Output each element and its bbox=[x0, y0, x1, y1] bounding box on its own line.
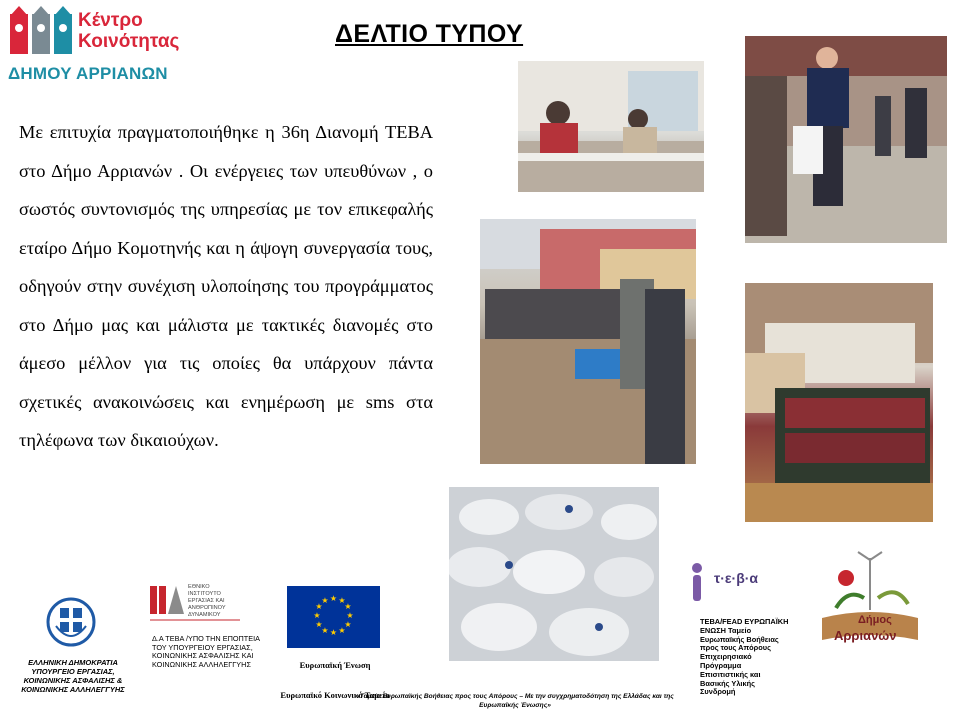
svg-text:★: ★ bbox=[344, 602, 352, 611]
eu-union-caption: Ευρωπαϊκή Ένωση bbox=[299, 660, 371, 670]
teva-logo-text: τ·ε·β·α bbox=[714, 570, 759, 586]
body-paragraph: Με επιτυχία πραγματοποιήθηκε η 36η Διανομή ΤΕΒΑ στο Δήμο Αρριανών . Οι ενέργειες των υπευθύνων , ο σωστός συντονισμός της υπηρεσίας με τον επικεφαλής εταίρο Δήμο Κομοτηνής και η άψογη συνεργασία τους, οδηγούν στην συνέχιση υλοποίησης του προγράμματος στο Δήμο μας και μάλιστα με τακτικές διανομές στο άμεσο μέλλον για τις οποίες θα υπάρχουν πάντα σχετικές ανακοινώσεις και ενημέρωση με sms στα τηλέφωνα των δικαιούχων. bbox=[19, 122, 433, 450]
community-house-icon bbox=[8, 4, 74, 56]
eu-fund-caption: Ευρωπαϊκό Κοινωνικό Ταμείο bbox=[280, 690, 390, 700]
photo-crowd-waiting bbox=[480, 219, 696, 464]
eiead-logo bbox=[150, 584, 240, 628]
press-release-title: ΔΕΛΤΙΟ ΤΥΠΟΥ bbox=[335, 20, 524, 48]
svg-text:★: ★ bbox=[344, 620, 352, 629]
logo-line-2: Κοινότητας bbox=[78, 31, 180, 52]
teva-logo bbox=[684, 560, 774, 612]
photo-office-registration bbox=[518, 61, 704, 192]
eiead-logo-text: ΕΘΝΙΚΟ ΙΝΣΤΙΤΟΥΤΟ ΕΡΓΑΣΙΑΣ ΚΑΙ ΑΝΘΡΩΠΙΝΟΥ ΔΥΝΑΜΙΚΟΥ bbox=[188, 584, 226, 618]
dimos-logo-line-1: Δήμος bbox=[858, 614, 892, 626]
photo-worker-with-bag bbox=[745, 36, 947, 243]
svg-text:★: ★ bbox=[346, 611, 354, 620]
svg-text:★: ★ bbox=[329, 594, 338, 603]
funding-note: «Ταμείο Ευρωπαϊκής Βοήθειας προς τους Απόρους – Με την συγχρηματοδότηση της Ελλάδας και της Ευρωπαϊκής Ένωσης» bbox=[356, 693, 674, 709]
photo-food-bags bbox=[449, 487, 659, 661]
svg-text:★: ★ bbox=[321, 596, 329, 605]
dimos-logo-line-2: Αρριανών bbox=[834, 628, 897, 643]
dimos-arrianon-logo bbox=[818, 548, 922, 656]
svg-text:★: ★ bbox=[315, 620, 323, 629]
teva-mark-icon bbox=[684, 562, 710, 602]
eu-flag-icon bbox=[287, 586, 380, 648]
svg-text:★: ★ bbox=[315, 602, 323, 611]
svg-text:★: ★ bbox=[321, 626, 329, 635]
teva-caption: ΤΕΒΑ/FEAD ΕΥΡΩΠΑΪΚΗ ΕΝΩΣΗ Ταμείο Ευρωπαϊκής Βοήθειας προς τους Απόρους Επιχειρησιακό Πρόγραμμα Επισιτιστικής και Βασικής Υλικής Συνδρομή bbox=[700, 617, 789, 697]
hellenic-republic-emblem-icon bbox=[46, 596, 96, 648]
svg-text:★: ★ bbox=[313, 611, 321, 620]
eiead-caption: Δ.Α ΤΕΒΑ /ΥΠΟ ΤΗΝ ΕΠΟΠΤΕΙΑ ΤΟΥ ΥΠΟΥΡΓΕΙΟΥ ΕΡΓΑΣΙΑΣ, ΚΟΙΝΩΝΙΚΗΣ ΑΣΦΑΛΙΣΗΣ ΚΑΙ ΚΟΙΝΩΝΙΚΗΣ ΑΛΛΗΛΕΓΓΥΗΣ bbox=[152, 634, 260, 669]
municipality-name: ΔΗΜΟΥ ΑΡΡΙΑΝΩΝ bbox=[8, 64, 168, 83]
svg-text:★: ★ bbox=[338, 626, 346, 635]
svg-text:★: ★ bbox=[329, 628, 338, 637]
ministry-caption: ΕΛΛΗΝΙΚΗ ΔΗΜΟΚΡΑΤΙΑ ΥΠΟΥΡΓΕΙΟ ΕΡΓΑΣΙΑΣ, ΚΟΙΝΩΝΙΚΗΣ ΑΣΦΑΛΙΣΗΣ & ΚΟΙΝΩΝΙΚΗΣ ΑΛΛΗΛΕΓΓΥΗΣ bbox=[21, 658, 125, 694]
photo-crates-and-boxes bbox=[745, 283, 933, 522]
kentro-koinotitas-logo bbox=[8, 4, 194, 56]
logo-line-1: Κέντρο bbox=[78, 10, 143, 31]
svg-text:★: ★ bbox=[338, 596, 346, 605]
